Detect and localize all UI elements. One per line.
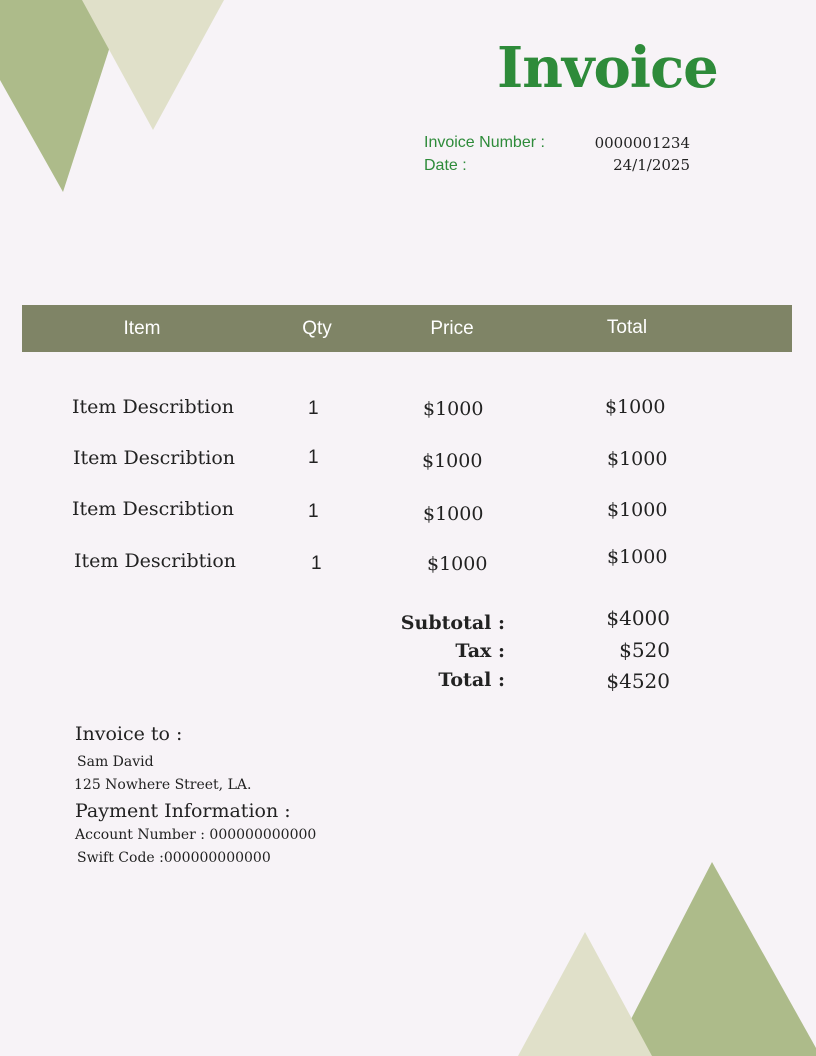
account-number: Account Number : 000000000000 <box>75 827 317 843</box>
item-price: $1000 <box>422 450 483 472</box>
item-qty: 1 <box>311 553 322 574</box>
total-label: Total : <box>438 669 505 691</box>
item-price: $1000 <box>427 553 488 575</box>
total-value: $4520 <box>606 669 670 693</box>
swift-code: Swift Code :000000000000 <box>77 850 271 866</box>
table-row <box>0 546 816 580</box>
table-header <box>22 305 792 352</box>
subtotal-value: $4000 <box>606 606 670 630</box>
tax-value: $520 <box>619 638 670 662</box>
column-header-total: Total <box>606 317 648 338</box>
item-total: $1000 <box>607 499 668 521</box>
table-row <box>0 396 816 426</box>
column-header-qty: Qty <box>302 318 332 339</box>
column-header-item: Item <box>123 318 161 339</box>
tax-label: Tax : <box>455 640 505 662</box>
item-description: Item Describtion <box>72 498 235 520</box>
invoice-title: Invoice <box>497 35 718 101</box>
date-label: Date : <box>424 157 467 174</box>
date-value: 24/1/2025 <box>613 156 690 174</box>
item-description: Item Describtion <box>73 447 236 469</box>
item-total: $1000 <box>607 546 668 568</box>
bottom-right-dark-triangle <box>612 862 816 1056</box>
item-description: Item Describtion <box>74 550 237 572</box>
subtotal-label: Subtotal : <box>400 612 505 634</box>
bottom-right-light-triangle <box>518 932 652 1056</box>
item-total: $1000 <box>607 448 668 470</box>
table-row <box>0 498 816 528</box>
column-header-price: Price <box>430 318 474 339</box>
invoice-to-heading: Invoice to : <box>75 723 183 745</box>
item-qty: 1 <box>308 501 319 522</box>
client-name: Sam David <box>77 754 154 770</box>
client-address: 125 Nowhere Street, LA. <box>74 777 252 793</box>
item-price: $1000 <box>423 398 484 420</box>
item-price: $1000 <box>423 503 484 525</box>
item-qty: 1 <box>308 398 319 419</box>
invoice-number-label: Invoice Number : <box>424 134 545 151</box>
item-description: Item Describtion <box>72 396 235 418</box>
payment-info-heading: Payment Information : <box>75 800 291 822</box>
invoice-number-value: 0000001234 <box>594 134 690 152</box>
table-row <box>0 447 816 477</box>
item-total: $1000 <box>605 396 666 418</box>
item-qty: 1 <box>308 447 319 468</box>
